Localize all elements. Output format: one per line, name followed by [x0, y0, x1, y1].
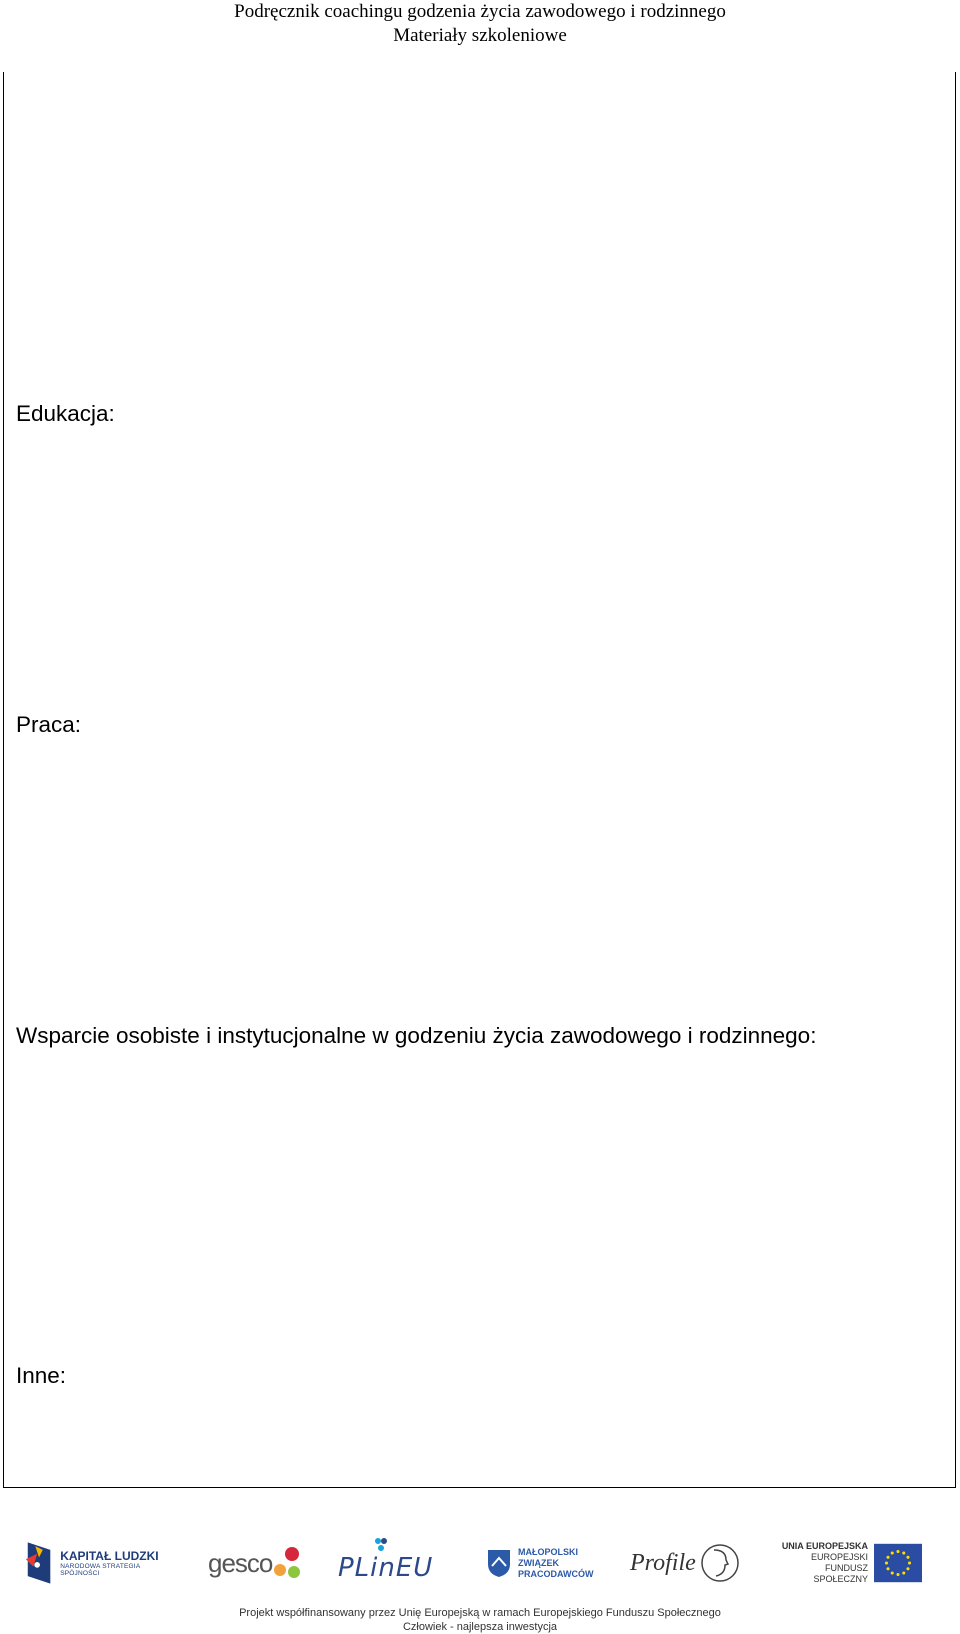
profile-name: Profile: [630, 1549, 696, 1576]
field-label-support: Wsparcie osobiste i instytucjonalne w godzeniu życia zawodowego i rodzinnego:: [16, 1023, 817, 1048]
mzp-shield-icon: [486, 1548, 512, 1578]
mzp-line1: MAŁOPOLSKI: [518, 1546, 578, 1557]
plineu-logo: [338, 1535, 443, 1591]
plineu-name: PLinEU: [338, 1553, 434, 1583]
kapital-ludzki-logo: [24, 1535, 174, 1591]
kapital-ludzki-icon: [24, 1539, 52, 1587]
profile-logo: [630, 1535, 745, 1591]
profile-head-icon: [700, 1542, 740, 1584]
field-label-work: Praca:: [16, 712, 82, 737]
plineu-dots-icon: [374, 1537, 388, 1553]
eu-fund-line2: FUNDUSZ SPOŁECZNY: [813, 1563, 868, 1584]
page-header: [0, 0, 960, 48]
field-label-education: Edukacja:: [16, 401, 115, 426]
eu-fund-line1: EUROPEJSKI: [810, 1552, 868, 1562]
page-footer: [0, 1606, 960, 1634]
mzp-line3: PRACODAWCÓW: [518, 1568, 594, 1579]
mzp-line2: ZWIĄZEK: [518, 1557, 559, 1568]
mzp-logo: [486, 1535, 596, 1591]
gesco-logo: [208, 1535, 298, 1591]
footer-slogan: Człowiek - najlepsza inwestycja: [402, 1621, 558, 1633]
eu-efs-logo: [772, 1535, 922, 1591]
kapital-ludzki-tagline: NARODOWA STRATEGIA SPÓJNOŚCI: [60, 1563, 140, 1577]
form-frame: [3, 72, 956, 1488]
sponsor-logos: [0, 1535, 960, 1605]
eu-union-label: UNIA EUROPEJSKA: [781, 1541, 868, 1551]
eu-flag-icon: [874, 1543, 922, 1583]
gesco-name: gesco: [208, 1547, 273, 1578]
footer-funding-note: Projekt współfinansowany przez Unię Europejską w ramach Europejskiego Funduszu Społecznego: [239, 1607, 721, 1619]
header-subtitle: Materiały szkoleniowe: [393, 25, 567, 46]
gesco-dots-icon: [272, 1546, 302, 1580]
header-title: Podręcznik coachingu godzenia życia zawodowego i rodzinnego: [234, 1, 726, 22]
field-label-other: Inne:: [16, 1363, 67, 1388]
kapital-ludzki-name: KAPITAŁ LUDZKI: [60, 1549, 159, 1563]
